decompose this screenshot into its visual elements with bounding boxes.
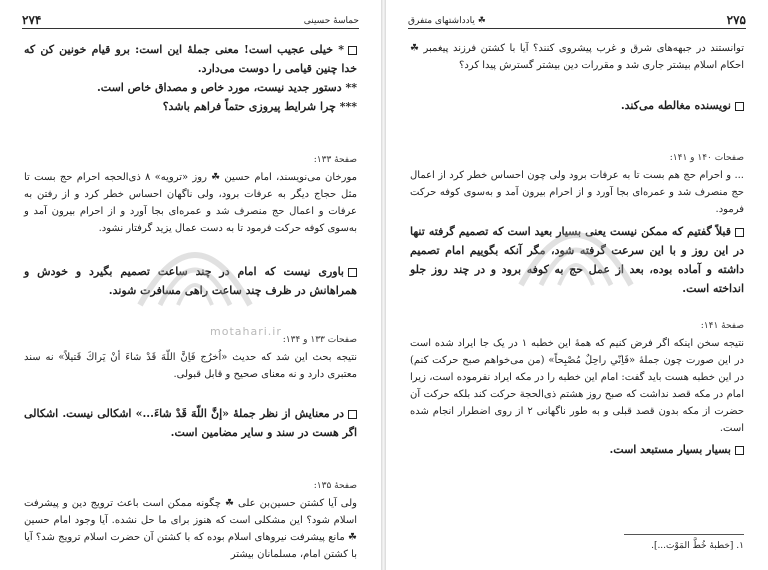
section-text: ... و احرام حج هم بست تا به عرفات برود ولی چون احساس خطر کرد از اعمال حج منصرف شد و عمره‌ای بجا آورد و از احرام بیرون آمد و به‌سوی کوفه حرکت فرمود. <box>410 170 744 215</box>
left-section-135 <box>24 478 357 563</box>
section-title: صفحات ۱۴۰ و ۱۴۱: <box>669 153 744 163</box>
square-bullet-icon <box>348 410 357 419</box>
right-page-number: ۲۷۵ <box>726 13 746 27</box>
square-bullet-icon <box>735 446 744 455</box>
right-top-text: توانستند در جبهه‌های شرق و غرب پیشروی کنند؟ آیا با کشتن فرزند پیغمبر ☘ احکام اسلام بیشتر جاری شد و مقررات دین بیشتر گسترش پیدا کرد؟ <box>410 43 744 71</box>
right-comment-141: قبلاً گفتیم که ممکن نیست یعنی بسیار بعید است که تصمیم گرفته تنها در این روز و با این سرعت گرفته شود، مگر آنکه بگوییم امام تصمیم داشته و آماده بوده، بعد از عمل حج به کوفه برود و در چند روز جلو انداخته است. <box>410 225 744 295</box>
left-comment-133: باوری نیست که امام در چند ساعت تصمیم بگیرد و خودش و همراهانش در ظرف چند ساعت راهی مسافرت شوند. <box>24 265 357 297</box>
footnote: ۱. [خطبهٔ خُطَّ المَوْت...]. <box>651 541 744 551</box>
square-bullet-icon <box>348 46 357 55</box>
right-top-comment: نویسنده مغالطه می‌کند. <box>410 96 744 115</box>
right-running-head: یادداشتهای متفرق ☘ <box>408 16 486 26</box>
section-title: صفحهٔ ۱۳۳: <box>313 155 357 165</box>
footnote-rule <box>624 534 744 535</box>
left-comment-134: در معنایش از نظر جملهٔ «إنَّ اللّهَ قَدْ شاءَ...» اشکالی نیست. اشکالی اگر هست در سند و سایر مضامین است. <box>24 407 357 439</box>
section-text: ولی آیا کشتن حسین‌بن علی ☘ چگونه ممکن است باعث ترویج دین و پیشرفت اسلام شود؟ این مشکلی است که هنوز برای ما حل نشده. آیا وجود امام حسین ☘ مانع پیشرفت نیروهای اسلام بوده که با کشتن آن حضرت اسلام ترویج شد؟ آیا با کشتن امام، مسلمانان بیشتر <box>24 498 357 560</box>
left-page-number: ۲۷۴ <box>22 13 42 27</box>
left-section-133-134 <box>24 332 357 383</box>
left-comment-1: * خیلی عجیب است! معنی جملهٔ این است: برو قیام خونین کن که خدا چنین قیامی را دوست می‌دارد. <box>24 43 357 75</box>
left-page <box>0 0 381 570</box>
right-section-141 <box>410 318 744 437</box>
square-bullet-icon <box>735 102 744 111</box>
watermark-text: motahari.ir <box>210 325 282 338</box>
section-title: صفحهٔ ۱۴۱: <box>700 321 744 331</box>
section-title: صفحات ۱۳۳ و ۱۳۴: <box>282 335 357 345</box>
left-running-head: حماسهٔ حسینی <box>303 16 359 26</box>
left-comment-2: ** دستور جدید نیست، مورد خاص و مصداق خاص است. <box>96 81 357 94</box>
left-section-133 <box>24 152 357 237</box>
square-bullet-icon <box>348 268 357 277</box>
square-bullet-icon <box>735 228 744 237</box>
right-header <box>408 12 746 29</box>
right-section-140-141 <box>410 150 744 218</box>
section-text: نتیجه سخن اینکه اگر فرض کنیم که همهٔ این خطبه ۱ در یک جا ایراد شده است در این صورت چون جملهٔ «فَاِنّي راحِلٌ مُصْبِحاً» (من می‌خواهم صبح حرکت کنم) در این خطبه هست باید گفت: امام این خطبه را در مکه ایراد نفرموده است، زیرا امام در مکه قصد نداشت که صبح روز هشتم ذی‌الحجة حرکت کند بلکه حرکت آن حضرت از مکه بدون قصد قبلی و به طور ناگهانی ۲ از روی اضطرار انجام شده است. <box>410 338 744 434</box>
left-comment-block-1 <box>24 40 357 116</box>
section-text: نتیجه بحث این شد که حدیث «اُخرُج فَاِنَّ اللّهَ قَدْ شاءَ أنْ يَراكَ قَتيلاً» نه سند معتبری دارد و نه معنای صحیح و قابل قبولی. <box>24 352 357 380</box>
right-page <box>386 0 768 570</box>
section-title: صفحهٔ ۱۳۵: <box>313 481 357 491</box>
left-comment-3: *** چرا شرایط پیروزی حتماً فراهم باشد؟ <box>162 100 357 113</box>
left-header <box>22 12 359 29</box>
section-text: مورخان می‌نویسند، امام حسین ☘ روز «ترویه» ۸ ذی‌الحجه احرام حج بست تا مثل حجاج دیگر به عرفات برود، ولی ناگهان احساس خطر کرد و از رفتن به عرفات و اعمال حج منصرف شد و عمره‌ای بجا آورد و از احرام بیرون آمد و به‌سوی کوفه حرکت فرمود تا به دست عمال یزید گرفتار نشود. <box>24 172 357 234</box>
right-comment-bottom: بسیار بسیار مستبعد است. <box>410 440 744 459</box>
